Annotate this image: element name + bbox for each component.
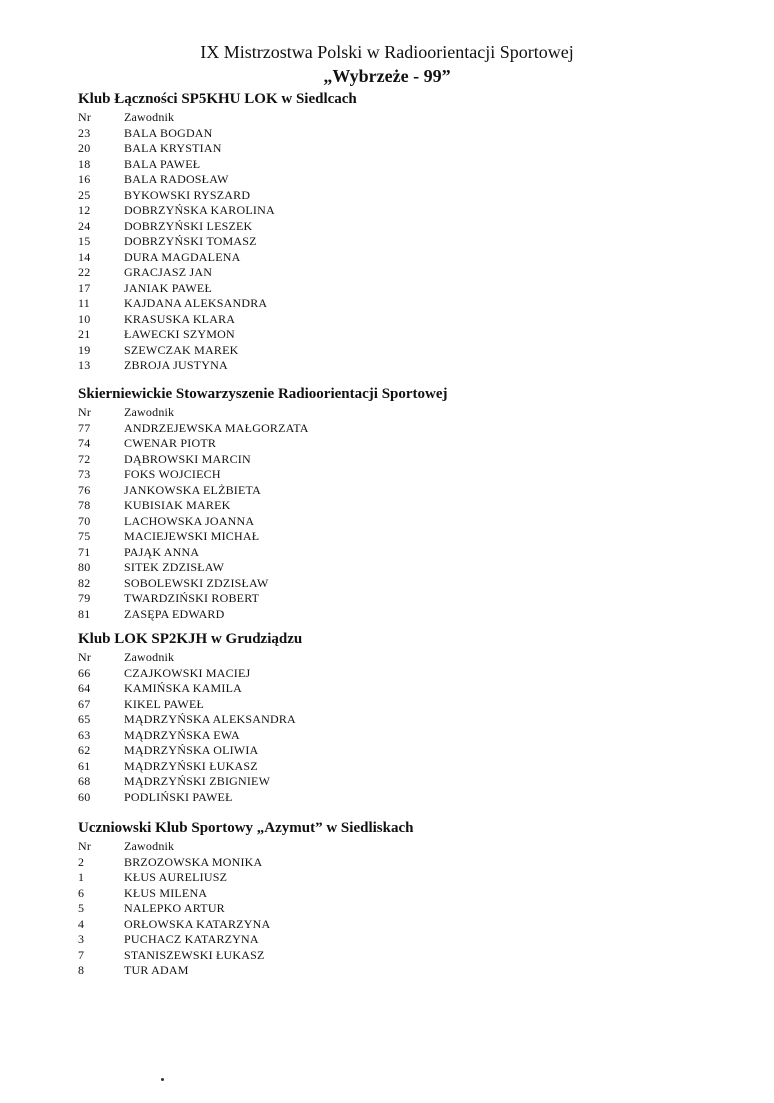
member-name: KUBISIAK MAREK <box>124 498 231 512</box>
member-number: 82 <box>78 575 91 590</box>
column-header-row <box>78 405 758 421</box>
name-column-header: Zawodnik <box>124 405 175 419</box>
member-row <box>78 948 758 964</box>
member-number: 14 <box>78 249 91 264</box>
member-number: 13 <box>78 358 91 372</box>
stray-mark <box>161 1078 164 1081</box>
club-name: Klub LOK SP2KJH w Grudziądzu <box>78 631 303 647</box>
column-header-row <box>78 110 758 126</box>
member-name: SOBOLEWSKI ZDZISŁAW <box>124 575 269 590</box>
member-row <box>78 157 758 173</box>
member-row <box>78 498 758 514</box>
member-row <box>78 172 758 188</box>
member-row <box>78 327 758 343</box>
member-name: NALEPKO ARTUR <box>124 901 225 915</box>
member-number: 61 <box>78 758 91 773</box>
member-name: SITEK ZDZISŁAW <box>124 560 225 574</box>
member-row <box>78 712 758 728</box>
member-row <box>78 560 758 576</box>
member-row <box>78 591 758 607</box>
member-name: CWENAR PIOTR <box>124 436 217 450</box>
member-number: 8 <box>78 963 85 977</box>
member-name: ORŁOWSKA KATARZYNA <box>124 916 271 931</box>
member-row <box>78 296 758 312</box>
member-row <box>78 901 758 917</box>
member-number: 10 <box>78 311 91 326</box>
document-title: IX Mistrzostwa Polski w Radioorientacji Sportowej <box>200 42 574 62</box>
member-row <box>78 343 758 359</box>
member-number: 72 <box>78 451 91 466</box>
member-row <box>78 312 758 328</box>
member-row <box>78 421 758 437</box>
club-name: Skierniewickie Stowarzyszenie Radioorientacji Sportowej <box>78 386 448 402</box>
member-row <box>78 917 758 933</box>
member-name: TUR ADAM <box>124 963 189 977</box>
member-number: 6 <box>78 885 85 900</box>
member-number: 21 <box>78 327 91 341</box>
member-row <box>78 743 758 759</box>
member-row <box>78 607 758 623</box>
member-name: BYKOWSKI RYSZARD <box>124 187 251 202</box>
member-number: 75 <box>78 529 91 543</box>
member-name: KAMIŃSKA KAMILA <box>124 681 243 695</box>
member-number: 71 <box>78 544 91 559</box>
member-row <box>78 529 758 545</box>
member-name: MĄDRZYŃSKA EWA <box>124 727 240 742</box>
member-row <box>78 545 758 561</box>
member-row <box>78 963 758 979</box>
member-name: ZASĘPA EDWARD <box>124 606 225 621</box>
member-list <box>78 110 758 374</box>
member-name: ANDRZEJEWSKA MAŁGORZATA <box>124 420 309 435</box>
member-name: MĄDRZYŃSKA OLIWIA <box>124 743 259 757</box>
member-name: BALA RADOSŁAW <box>124 172 229 186</box>
member-number: 25 <box>78 187 91 202</box>
member-row <box>78 452 758 468</box>
member-row <box>78 234 758 250</box>
member-name: MĄDRZYŃSKI ZBIGNIEW <box>124 774 271 788</box>
column-header-row <box>78 839 758 855</box>
member-name: PODLIŃSKI PAWEŁ <box>124 789 233 804</box>
club-name: Uczniowski Klub Sportowy „Azymut” w Siedliskach <box>78 820 414 836</box>
member-list <box>78 839 758 979</box>
member-row <box>78 203 758 219</box>
member-row <box>78 855 758 871</box>
member-name: KAJDANA ALEKSANDRA <box>124 296 268 310</box>
member-name: BALA BOGDAN <box>124 125 213 140</box>
member-name: PAJĄK ANNA <box>124 544 200 559</box>
column-header-row <box>78 650 758 666</box>
member-row <box>78 250 758 266</box>
member-row <box>78 219 758 235</box>
member-row <box>78 681 758 697</box>
member-name: TWARDZIŃSKI ROBERT <box>124 591 260 605</box>
member-row <box>78 188 758 204</box>
member-row <box>78 774 758 790</box>
member-name: DĄBROWSKI MARCIN <box>124 451 251 466</box>
member-number: 79 <box>78 591 91 605</box>
member-number: 19 <box>78 342 91 357</box>
member-name: DOBRZYŃSKI LESZEK <box>124 218 253 233</box>
member-row <box>78 932 758 948</box>
member-number: 74 <box>78 436 91 450</box>
member-name: ZBROJA JUSTYNA <box>124 358 228 372</box>
member-row <box>78 886 758 902</box>
member-number: 65 <box>78 712 91 726</box>
member-number: 60 <box>78 789 91 804</box>
member-name: KRASUSKA KLARA <box>124 311 236 326</box>
name-column-header: Zawodnik <box>124 110 175 124</box>
member-number: 64 <box>78 681 91 695</box>
member-number: 5 <box>78 901 85 915</box>
member-row <box>78 141 758 157</box>
name-column-header: Zawodnik <box>124 650 175 664</box>
member-name: BRZOZOWSKA MONIKA <box>124 854 263 869</box>
member-name: DOBRZYŃSKI TOMASZ <box>124 234 257 248</box>
member-number: 11 <box>78 296 90 310</box>
member-number: 62 <box>78 743 91 757</box>
member-number: 73 <box>78 467 91 481</box>
document-subtitle: „Wybrzeże - 99” <box>323 66 451 86</box>
member-name: LACHOWSKA JOANNA <box>124 513 255 528</box>
member-name: MACIEJEWSKI MICHAŁ <box>124 529 260 543</box>
member-row <box>78 728 758 744</box>
member-number: 12 <box>78 203 91 217</box>
member-name: DURA MAGDALENA <box>124 249 241 264</box>
member-number: 70 <box>78 513 91 528</box>
member-number: 22 <box>78 265 91 279</box>
member-name: SZEWCZAK MAREK <box>124 342 239 357</box>
member-row <box>78 126 758 142</box>
member-name: CZAJKOWSKI MACIEJ <box>124 665 251 680</box>
club-section <box>78 630 758 805</box>
member-name: BALA KRYSTIAN <box>124 141 222 155</box>
member-row <box>78 514 758 530</box>
member-number: 68 <box>78 774 91 788</box>
member-name: JANIAK PAWEŁ <box>124 280 212 295</box>
member-number: 76 <box>78 482 91 497</box>
member-number: 66 <box>78 665 91 680</box>
member-number: 7 <box>78 947 85 962</box>
member-name: STANISZEWSKI ŁUKASZ <box>124 947 265 962</box>
member-row <box>78 870 758 886</box>
member-number: 2 <box>78 854 85 869</box>
member-number: 18 <box>78 156 91 171</box>
member-row <box>78 436 758 452</box>
member-list <box>78 405 758 622</box>
club-section <box>78 819 758 979</box>
member-number: 15 <box>78 234 91 248</box>
member-name: ŁAWECKI SZYMON <box>124 327 235 341</box>
member-name: MĄDRZYŃSKA ALEKSANDRA <box>124 712 296 726</box>
member-number: 1 <box>78 870 85 884</box>
member-row <box>78 265 758 281</box>
member-name: KŁUS AURELIUSZ <box>124 870 228 884</box>
name-column-header: Zawodnik <box>124 839 175 853</box>
member-number: 80 <box>78 560 91 574</box>
member-row <box>78 467 758 483</box>
club-section <box>78 385 758 622</box>
member-number: 78 <box>78 498 91 512</box>
nr-column-header: Nr <box>78 405 92 419</box>
member-name: GRACJASZ JAN <box>124 265 213 279</box>
member-row <box>78 790 758 806</box>
nr-column-header: Nr <box>78 110 92 124</box>
member-name: PUCHACZ KATARZYNA <box>124 932 259 946</box>
club-name: Klub Łączności SP5KHU LOK w Siedlcach <box>78 91 357 107</box>
member-row <box>78 576 758 592</box>
member-number: 77 <box>78 420 91 435</box>
member-name: MĄDRZYŃSKI ŁUKASZ <box>124 758 258 773</box>
member-row <box>78 483 758 499</box>
member-row <box>78 759 758 775</box>
member-name: JANKOWSKA ELŻBIETA <box>124 482 261 497</box>
member-name: DOBRZYŃSKA KAROLINA <box>124 203 275 217</box>
member-number: 3 <box>78 932 85 946</box>
member-row <box>78 358 758 374</box>
member-name: FOKS WOJCIECH <box>124 467 221 481</box>
club-section <box>78 90 758 374</box>
member-number: 81 <box>78 606 91 621</box>
member-number: 4 <box>78 916 85 931</box>
member-name: KIKEL PAWEŁ <box>124 696 205 711</box>
member-row <box>78 281 758 297</box>
member-name: KŁUS MILENA <box>124 885 208 900</box>
member-number: 67 <box>78 696 91 711</box>
member-number: 17 <box>78 280 91 295</box>
member-row <box>78 666 758 682</box>
member-number: 24 <box>78 218 91 233</box>
member-row <box>78 697 758 713</box>
member-number: 16 <box>78 172 91 186</box>
member-number: 23 <box>78 125 91 140</box>
member-name: BALA PAWEŁ <box>124 156 201 171</box>
member-list <box>78 650 758 805</box>
member-number: 20 <box>78 141 91 155</box>
nr-column-header: Nr <box>78 650 92 664</box>
member-number: 63 <box>78 727 91 742</box>
nr-column-header: Nr <box>78 839 92 853</box>
